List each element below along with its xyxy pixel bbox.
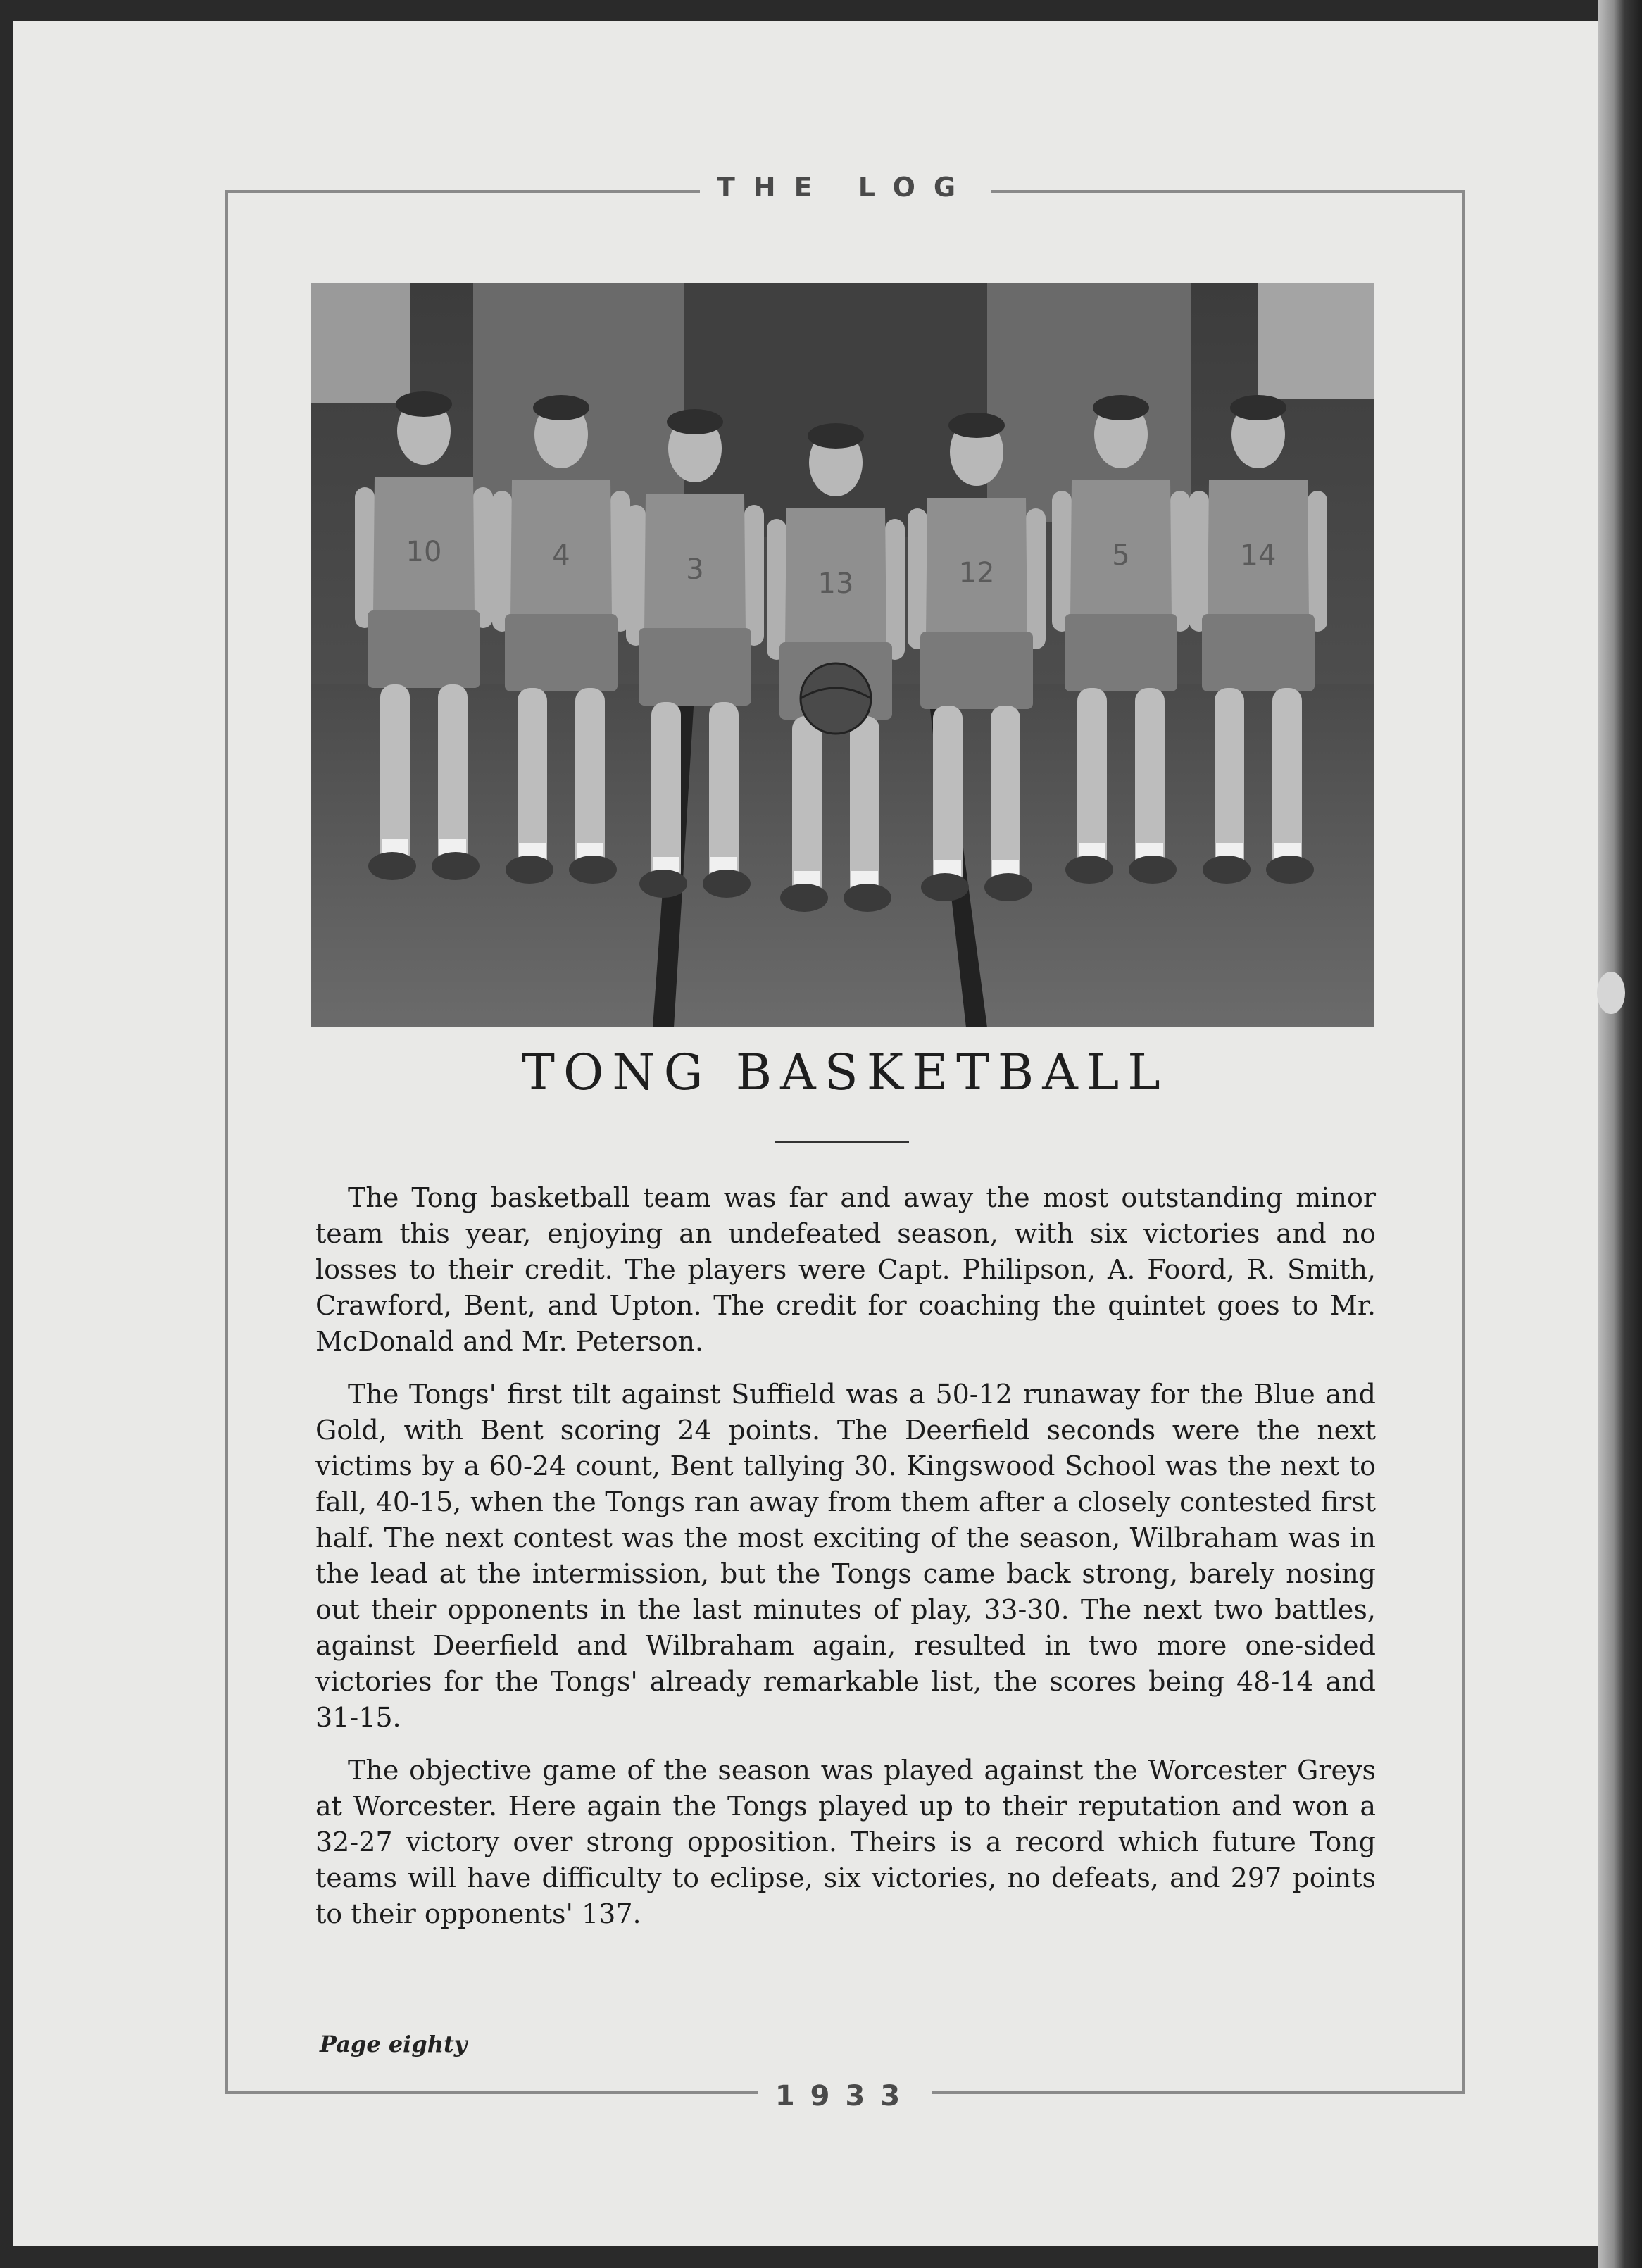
- jersey-number: 5: [1112, 539, 1130, 572]
- paragraph: The Tong basketball team was far and away the most outstanding minor team this year, enjoying an undefeated season, with six victories and no losses to their credit. The players were Capt. Philipson, A. Foord, R. Smith, Crawford, Bent, and Upton. The credit for coaching the quintet goes to Mr. McDonald and Mr. Peterson.: [315, 1182, 1376, 1357]
- paragraph: The Tongs' first tilt against Suffield was a 50-12 runaway for the Blue and Gold, with Bent scoring 24 points. The Deerfield seconds were the next victims by a 60-24 count, Bent tallying 30. Kingswood School was the next to fall, 40-15, when the Tongs ran away from them after a closely contested first half. The next contest was the most exciting of the season, Wilbraham was in the lead at the intermission, but the Tongs came back strong, barely nosing out their opponents in the last minutes of play, 33-30. The next two battles, against Deerfield and Wilbraham again, resulted in two more one-sided victories for the Tongs' already remarkable list, the scores being 48-14 and 31-15.: [315, 1379, 1376, 1733]
- jersey-number: 12: [958, 557, 995, 589]
- page-edge-tab: [1597, 972, 1625, 1014]
- jersey-number: 10: [406, 536, 442, 568]
- article-body: [315, 1180, 1376, 1949]
- team-photo-illustration: [311, 283, 1374, 1027]
- jersey-number: 3: [686, 553, 704, 586]
- article-title: TONG BASKETBALL: [522, 1044, 1169, 1101]
- page-number: Page eighty: [320, 2031, 468, 2057]
- jersey-number: 14: [1240, 539, 1277, 572]
- team-photo: [311, 283, 1374, 1027]
- book-spine-edge: [1598, 0, 1642, 2268]
- page-border-frame: [225, 172, 1465, 2112]
- footer-year: 1933: [758, 2080, 932, 2112]
- paragraph: The objective game of the season was played against the Worcester Greys at Worcester. Here again the Tongs played up to their reputation and won a 32-27 victory over strong opposition. Theirs is a record which future Tong teams will have difficulty to eclipse, six victories, no defeats, and 297 points to their opponents' 137.: [315, 1755, 1376, 1929]
- jersey-number: 13: [817, 568, 854, 600]
- running-header: THE LOG: [700, 172, 991, 203]
- basketball: [801, 663, 871, 734]
- title-divider: [775, 1141, 909, 1143]
- jersey-number: 4: [552, 539, 570, 572]
